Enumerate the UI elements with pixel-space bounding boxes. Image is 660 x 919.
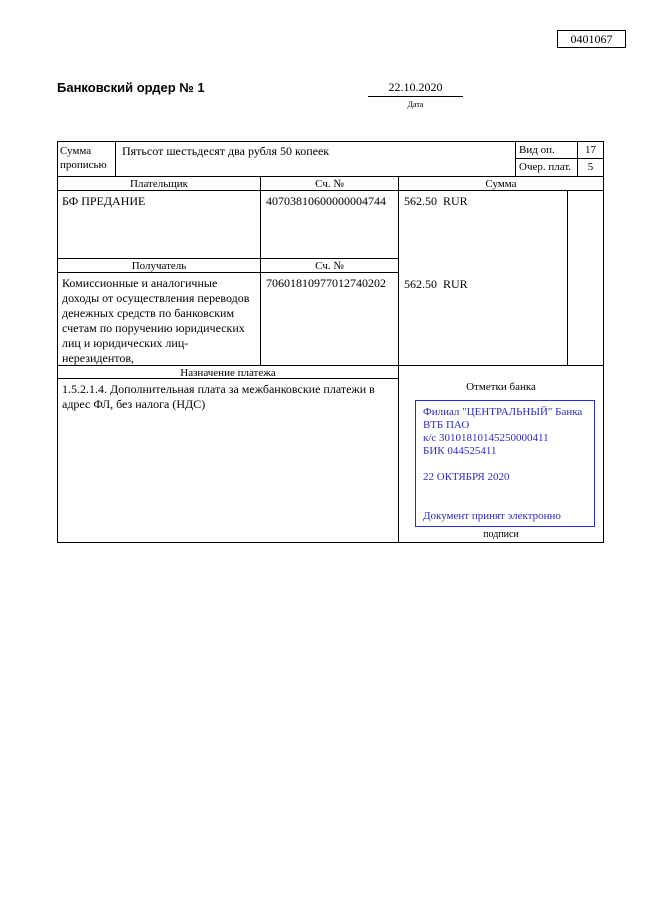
payee-header: Получатель: [131, 260, 187, 272]
stamp-line: [423, 458, 587, 471]
payee-sum: 562.50 RUR: [404, 277, 468, 291]
op-type-value: 17: [585, 144, 596, 156]
table-border: [603, 141, 604, 543]
op-type-label: Вид оп.: [519, 144, 555, 156]
table-border: [115, 141, 116, 176]
priority-value: 5: [587, 161, 594, 173]
payee-name: Комиссионные и аналогичные доходы от осуществления переводов денежных средств по банковским счетам по поручению юридических лиц и юридических лиц-нерезидентов,: [62, 276, 250, 365]
payer-header: Плательщик: [130, 178, 188, 190]
date-label: Дата: [407, 100, 424, 109]
stamp-line: [423, 497, 587, 510]
amount-in-words: Пятьсот шестьдесят два рубля 50 копеек: [122, 144, 330, 158]
document-title: Банковский ордер № 1: [57, 80, 205, 95]
amount-in-words-label: Сумма прописью: [60, 145, 107, 171]
date-field: [368, 80, 463, 97]
signatures-label: подписи: [483, 529, 519, 540]
stamp-line: Документ принят электронно: [423, 510, 561, 522]
form-code-text: 0401067: [570, 32, 613, 46]
stamp-line: Филиал "ЦЕНТРАЛЬНЫЙ" Банка: [423, 406, 583, 418]
payer-sum: 562.50 RUR: [404, 194, 468, 208]
table-border: [515, 141, 516, 176]
stamp-line: БИК 044525411: [423, 445, 497, 457]
table-border: [57, 141, 604, 142]
payer-name: БФ ПРЕДАНИЕ: [62, 194, 146, 208]
payer-account-header: Сч. №: [315, 178, 344, 190]
purpose-header: Назначение платежа: [180, 367, 276, 379]
table-border: [515, 158, 604, 159]
table-border: [567, 190, 568, 365]
stamp-line: ВТБ ПАО: [423, 419, 470, 431]
table-border: [57, 141, 58, 543]
stamp-line: 22 ОКТЯБРЯ 2020: [423, 471, 510, 483]
sum-header: Сумма: [485, 178, 517, 190]
bank-marks-header: Отметки банка: [466, 381, 536, 393]
priority-label: Очер. плат.: [519, 161, 572, 173]
form-code-box: [557, 30, 626, 48]
payee-account-header: Сч. №: [315, 260, 344, 272]
purpose-text: 1.5.2.1.4. Дополнительная плата за межбанковские платежи в адрес ФЛ, без налога (НДС): [62, 382, 375, 411]
bank-stamp: [415, 400, 595, 527]
stamp-line: к/с 30101810145250000411: [423, 432, 549, 444]
payer-account: 40703810600000004744: [266, 194, 386, 208]
date-value: 22.10.2020: [388, 80, 443, 94]
table-border: [57, 258, 399, 259]
payee-account: 70601810977012740202: [266, 276, 386, 290]
table-border: [57, 176, 604, 177]
table-border: [398, 176, 399, 543]
table-border: [57, 542, 604, 543]
stamp-line: [423, 484, 587, 497]
